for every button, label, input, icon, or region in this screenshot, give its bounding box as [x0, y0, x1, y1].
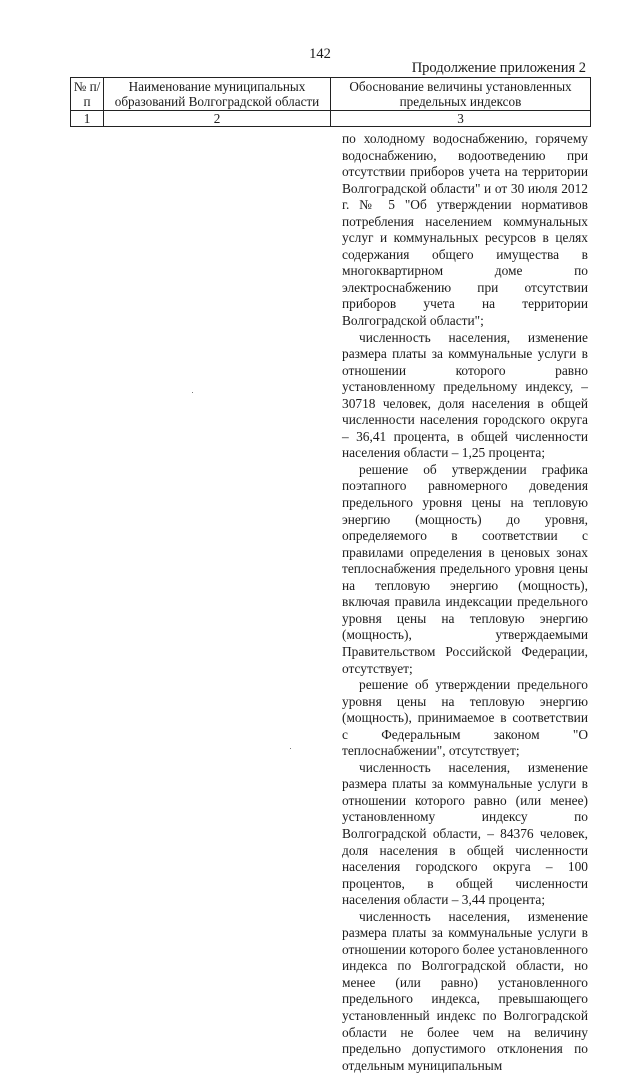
paragraph: численность населения, изменение размера платы за коммунальные услуги в отношении которого равно (или менее) установленному индексу по Волгоградской области, – 84376 человек, доля населения в общей численности населения городского округа – 100 процентов, в общей численности населения области – 3,44 процента;: [342, 759, 588, 908]
continuation-label: Продолжение приложения 2: [411, 60, 586, 76]
paragraph: численность населения, изменение размера платы за коммунальные услуги в отношении которого равно установленному предельному индексу, – 30718 человек, доля населения в общей численности населения городского округа – 36,41 процента, в общей численности населения области – 1,25 процента;: [342, 329, 588, 461]
header-cell-municipality: Наименование муниципальных образований Волгоградской области: [104, 78, 331, 111]
header-cell-number: № п/п: [71, 78, 104, 111]
column-number-2: 2: [104, 111, 331, 127]
header-table: [70, 77, 591, 127]
paragraph: по холодному водоснабжению, горячему водоснабжению, водоотведению при отсутствии приборов учета на территории Волгоградской области" и от 30 июля 2012 г. № 5 "Об утверждении нормативов потребления населением коммунальных услуг и коммунальных ресурсов в целях содержания общего имущества в многоквартирном доме по электроснабжению при отсутствии приборов учета на территории Волгоградской области";: [342, 131, 588, 329]
header-cell-justification: Обоснование величины установленных предельных индексов: [331, 78, 591, 111]
paragraph: решение об утверждении графика поэтапного равномерного доведения предельного уровня цены на тепловую энергию (мощность) до уровня, определяемого в соответствии с правилами определения в ценовых зонах теплоснабжения предельного уровня цены на тепловую энергию (мощность), включая правила индексации предельного уровня цены на тепловую энергию (мощность), утверждаемыми Правительством Российской Федерации, отсутствует;: [342, 461, 588, 676]
paragraph: численность населения, изменение размера платы за коммунальные услуги в отношении которого более установленного индекса по Волгоградской области, но менее (или равно) установленного предельного индекса, превышающего установленный индекс по Волгоградской области не более чем на величину предельно допустимого отклонения по отдельным муниципальным: [342, 908, 588, 1073]
page-number: 142: [309, 46, 331, 62]
scan-speck: [290, 748, 291, 749]
column-number-1: 1: [71, 111, 104, 127]
paragraph: решение об утверждении предельного уровня цены на тепловую энергию (мощность), принимаемое в соответствии с Федеральным законом "О теплоснабжении", отсутствует;: [342, 677, 588, 759]
scan-speck: [192, 392, 193, 393]
justification-text: [342, 131, 588, 1074]
column-number-3: 3: [331, 111, 591, 127]
